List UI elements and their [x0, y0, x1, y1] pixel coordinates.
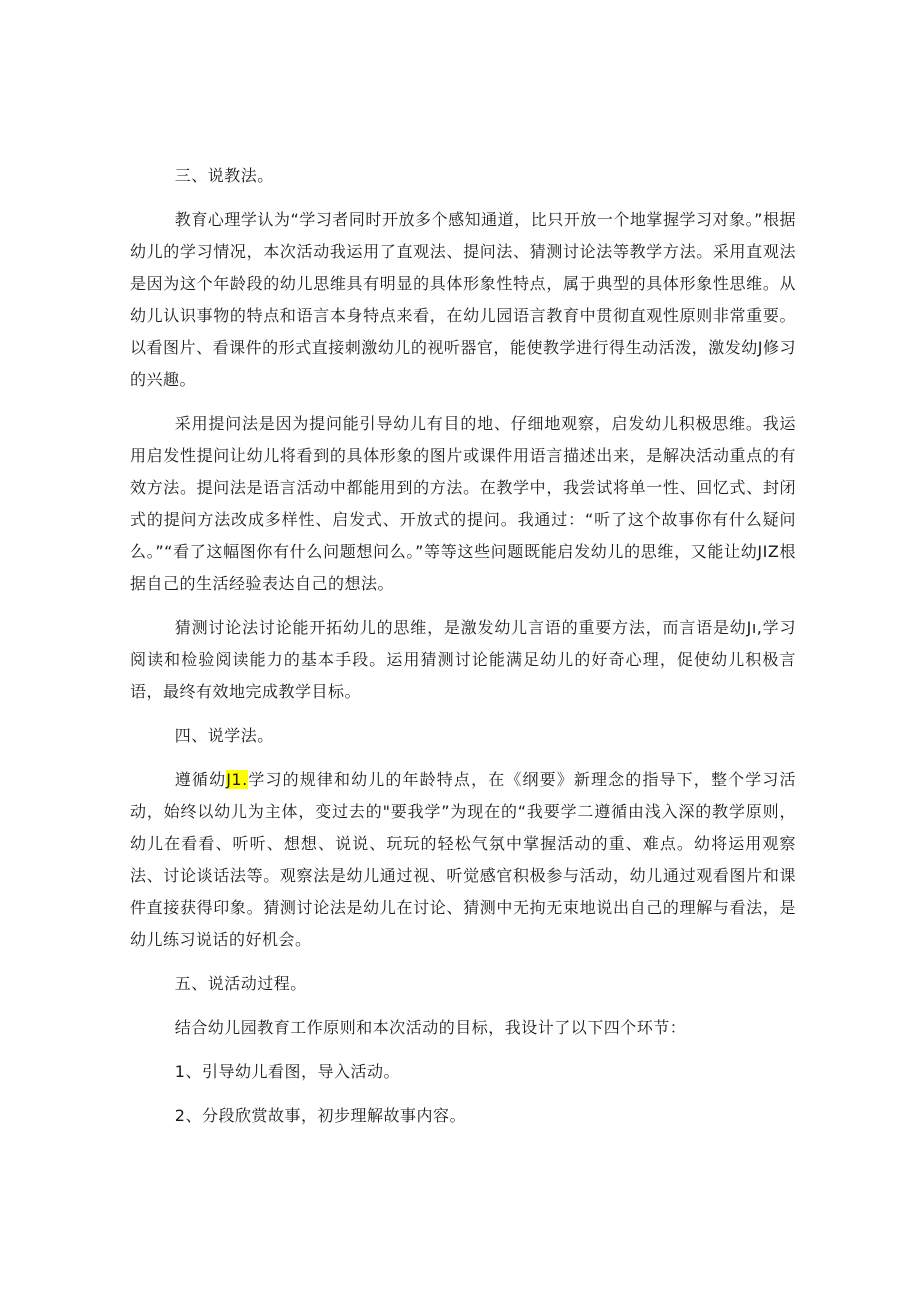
activity-step-2: 2、分段欣赏故事，初步理解故事内容。 — [174, 1106, 466, 1125]
paragraph-learning-methods-start: 遵循幼 — [174, 770, 227, 789]
paragraph-direct-method: 教育心理学认为“学习者同时开放多个感知通道，比只开放一个地掌握学习对象。”根据幼儿的学习情况，本次活动我运用了直观法、提问法、猜测讨论法等教学方法。采用直观法是因为这个年龄段的幼儿思维具有明显的具体形象性特点，属于典型的具体形象性思维。从幼儿认识事物的特点和语言本身特点来看，在幼儿园语言教育中贯彻直观性原则非常重要。以看图片、看课件的形式直接刺激幼儿的视听器官，能使教学进行得生动活泼，激发幼J修习的兴趣。 — [130, 210, 796, 389]
activity-process-intro: 结合幼儿园教育工作原则和本次活动的目标，我设计了以下四个环节： — [174, 1018, 687, 1037]
paragraph-learning-methods-rest: 学习的规律和幼儿的年龄特点，在《纲要》新理念的指导下，整个学习活动，始终以幼儿为主体，变过去的"要我学”为现在的“我要学二遵循由浅入深的教学原则，幼儿在看看、听听、想想、说说、玩玩的轻松气氛中掌握活动的重、难点。幼将运用观察法、讨论谈话法等。观察法是幼儿通过视、听觉感官积极参与活动，幼儿通过观看图片和课件直接获得印象。猜测讨论法是幼儿在讨论、猜测中无拘无束地说出自己的理解与看法，是幼儿练习说话的好机会。 — [130, 770, 796, 949]
activity-step-1: 1、引导幼儿看图，导入活动。 — [174, 1062, 400, 1081]
paragraph-learning-methods — [130, 764, 796, 956]
section-heading-learning-methods: 四、说学法。 — [174, 726, 274, 745]
section-heading-teaching-methods: 三、说教法。 — [174, 166, 274, 185]
paragraph-questioning-method: 采用提问法是因为提问能引导幼儿有目的地、仔细地观察，启发幼儿积极思维。我运用启发性提问让幼儿将看到的具体形象的图片或课件用语言描述出来，是解决活动重点的有效方法。提问法是语言活动中都能用到的方法。在教学中，我尝试将单一性、回忆式、封闭式的提问方法改成多样性、启发式、开放式的提问。我通过：“听了这个故事你有什么疑问么。”“看了这幅图你有什么问题想问么。”等等这些问题既能启发幼儿的思维，又能让幼JIZ根据自己的生活经验表达自己的想法。 — [130, 414, 796, 593]
highlighted-text: J1. — [226, 770, 248, 789]
section-heading-activity-process: 五、说活动过程。 — [174, 974, 307, 993]
document-body — [130, 160, 796, 1144]
paragraph-guess-discussion-method: 猜测讨论法讨论能开拓幼儿的思维，是激发幼儿言语的重要方法，而言语是幼Jı,学习阅读和检验阅读能力的基本手段。运用猜测讨论能满足幼儿的好奇心理，促使幼儿积极言语，最终有效地完成教学目标。 — [130, 618, 796, 701]
